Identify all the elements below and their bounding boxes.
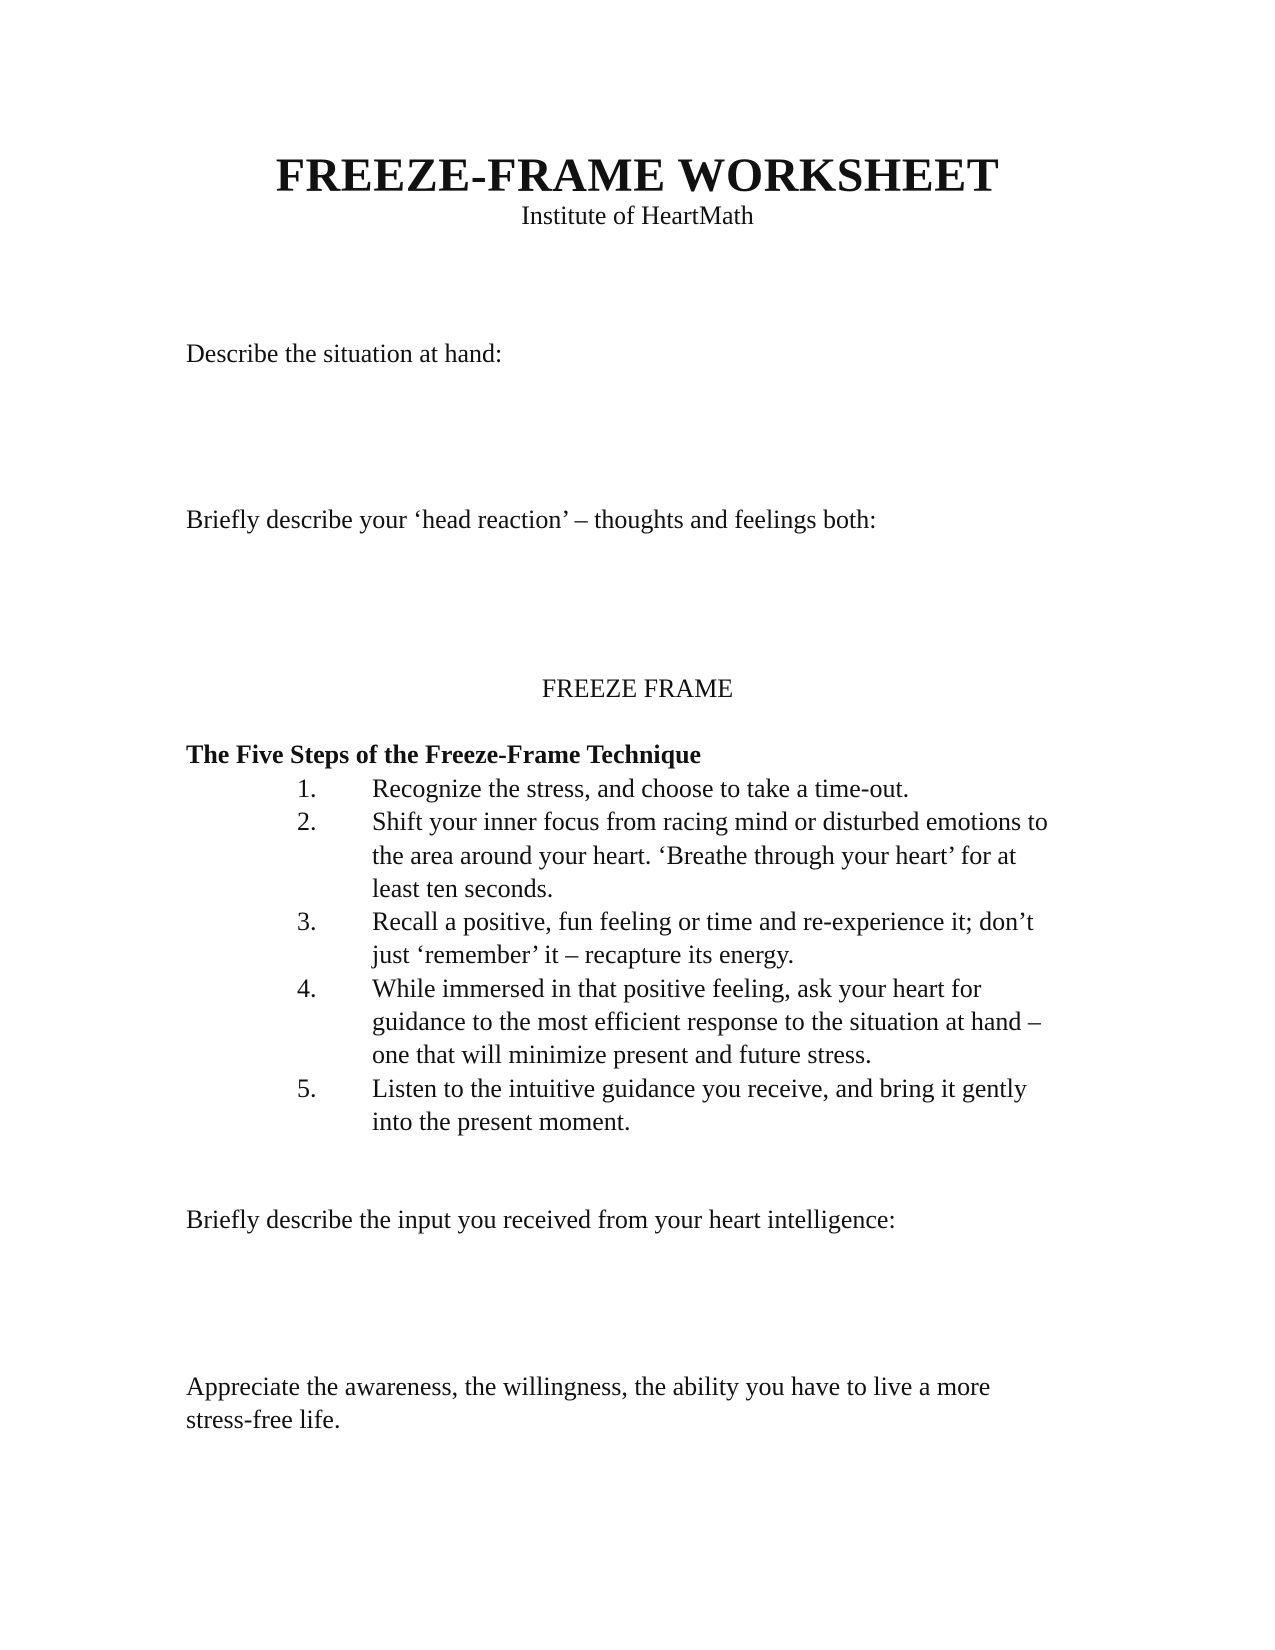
step-text: Listen to the intuitive guidance you receive, and bring it gently into the present moment. (372, 1073, 1027, 1136)
section-heading: FREEZE FRAME (541, 674, 734, 703)
steps-list (186, 772, 1086, 1138)
step-text: Recall a positive, fun feeling or time and re-experience it; don’t just ‘remember’ it – recapture its energy. (372, 907, 1034, 970)
step-item (186, 805, 1052, 905)
step-item (186, 972, 1052, 1072)
step-number: 1. (297, 774, 317, 803)
prompt-situation: Describe the situation at hand: (186, 339, 503, 368)
steps-title: The Five Steps of the Freeze-Frame Technique (186, 740, 702, 769)
step-item (186, 905, 1052, 972)
closing-statement: Appreciate the awareness, the willingness, the ability you have to live a more stress-free life. (186, 1372, 991, 1434)
page-subtitle: Institute of HeartMath (521, 201, 754, 230)
step-text: Recognize the stress, and choose to take a time-out. (372, 774, 910, 803)
step-text: Shift your inner focus from racing mind or disturbed emotions to the area around your heart. ‘Breathe through your heart’ for at least ten seconds. (372, 807, 1048, 903)
step-number: 3. (297, 907, 317, 937)
step-text: While immersed in that positive feeling, ask your heart for guidance to the most efficient response to the situation at hand – one that will minimize present and future stress. (372, 973, 1041, 1070)
prompt-head-reaction: Briefly describe your ‘head reaction’ – thoughts and feelings both: (186, 505, 877, 534)
step-number: 5. (297, 1073, 317, 1103)
step-item (186, 1072, 1052, 1139)
prompt-heart-input: Briefly describe the input you received from your heart intelligence: (186, 1205, 896, 1234)
page-title: FREEZE-FRAME WORKSHEET (275, 149, 1000, 202)
step-item (186, 772, 1052, 805)
step-number: 4. (297, 973, 317, 1003)
step-number: 2. (297, 807, 317, 837)
